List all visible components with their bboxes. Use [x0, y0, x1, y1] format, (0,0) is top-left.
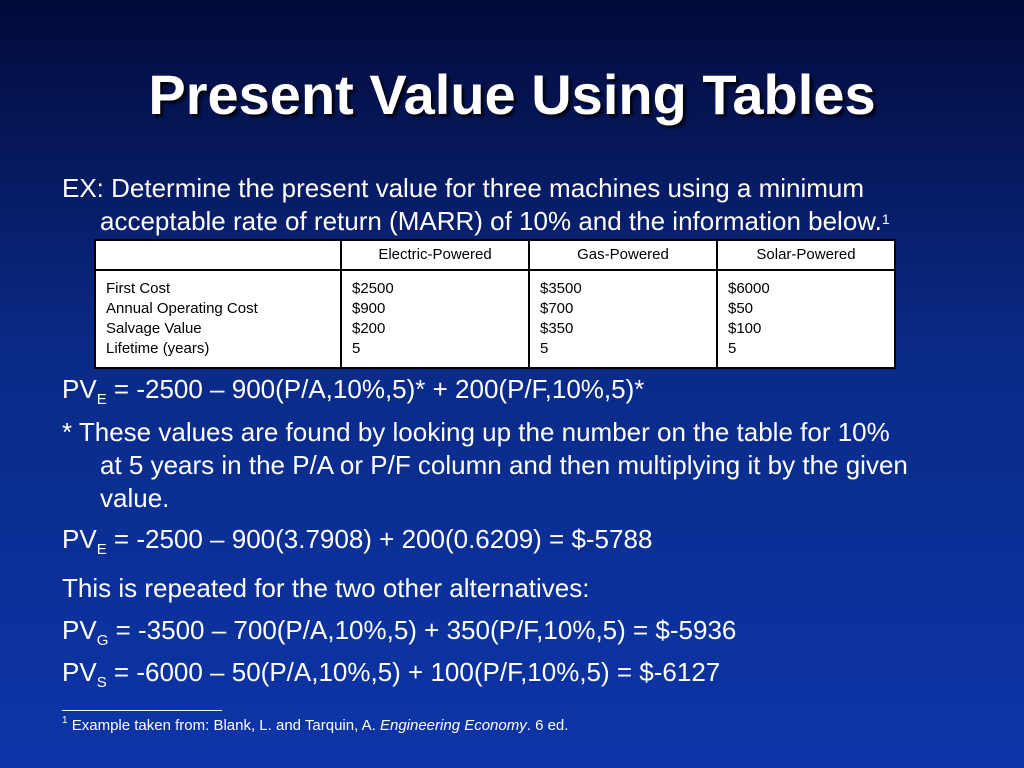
solar-values-cell	[717, 270, 895, 368]
electric-operating-cost: $900	[352, 300, 386, 317]
label-annual-operating-cost: Annual Operating Cost	[106, 300, 258, 317]
pv-electric-result	[62, 523, 997, 560]
footnote-book-title: Engineering Economy	[379, 717, 527, 734]
table-header-row	[95, 240, 895, 270]
gas-salvage-value: $350	[540, 320, 574, 337]
pv-subscript: G	[96, 632, 109, 649]
solar-lifetime: 5	[728, 340, 737, 357]
electric-values-cell	[341, 270, 529, 368]
footnote-edition: . 6 ed.	[526, 717, 569, 734]
header-cell-blank	[95, 240, 341, 270]
electric-salvage-value: $200	[352, 320, 386, 337]
machine-data-table	[94, 239, 896, 369]
pv-label: PV	[62, 524, 97, 554]
table-lookup-note	[62, 416, 1024, 515]
header-gas: Gas-Powered	[529, 240, 717, 270]
pv-gas-result	[62, 614, 997, 651]
repeat-statement: This is repeated for the two other alternatives:	[62, 573, 590, 603]
example-line-2: acceptable rate of return (MARR) of 10% and the information below.	[100, 206, 882, 236]
slide-title: Present Value Using Tables	[148, 63, 876, 126]
pv-label: PV	[62, 657, 97, 687]
pv-subscript: S	[96, 674, 107, 691]
pv-electric-expression: = -2500 – 900(P/A,10%,5)* + 200(P/F,10%,5)*	[106, 374, 645, 404]
example-text	[62, 172, 1024, 238]
gas-first-cost: $3500	[540, 280, 582, 297]
pv-solar-result	[62, 656, 997, 693]
pv-solar-expression: = -6000 – 50(P/A,10%,5) + 100(P/F,10%,5) = $-6127	[106, 657, 721, 687]
footnote-text: Example taken from: Blank, L. and Tarquin, A.	[67, 717, 380, 734]
electric-first-cost: $2500	[352, 280, 394, 297]
table-row	[95, 270, 895, 368]
note-line-2: at 5 years in the P/A or P/F column and then multiplying it by the given	[100, 450, 908, 480]
pv-gas-expression: = -3500 – 700(P/A,10%,5) + 350(P/F,10%,5) = $-5936	[108, 615, 737, 645]
gas-operating-cost: $700	[540, 300, 574, 317]
pv-label: PV	[62, 615, 97, 645]
note-line-3: value.	[100, 483, 170, 513]
example-line-1: EX: Determine the present value for three machines using a minimum	[62, 173, 865, 203]
footnote-marker: 1	[881, 211, 890, 227]
solar-operating-cost: $50	[728, 300, 754, 317]
footnote-number: 1	[62, 715, 68, 726]
pv-electric-formula	[62, 373, 997, 410]
header-electric: Electric-Powered	[341, 240, 529, 270]
header-solar: Solar-Powered	[717, 240, 895, 270]
solar-salvage-value: $100	[728, 320, 762, 337]
electric-lifetime: 5	[352, 340, 361, 357]
label-first-cost: First Cost	[106, 280, 171, 297]
footnote	[62, 717, 568, 734]
solar-first-cost: $6000	[728, 280, 770, 297]
note-line-1: * These values are found by looking up the number on the table for 10%	[62, 417, 890, 447]
label-salvage-value: Salvage Value	[106, 320, 202, 337]
label-lifetime: Lifetime (years)	[106, 340, 210, 357]
pv-subscript: E	[96, 541, 107, 558]
footnote-divider	[62, 710, 222, 711]
pv-electric-result-expression: = -2500 – 900(3.7908) + 200(0.6209) = $-5788	[106, 524, 653, 554]
gas-values-cell	[529, 270, 717, 368]
row-labels-cell	[95, 270, 341, 368]
pv-label: PV	[62, 374, 97, 404]
gas-lifetime: 5	[540, 340, 549, 357]
pv-subscript: E	[96, 391, 107, 408]
